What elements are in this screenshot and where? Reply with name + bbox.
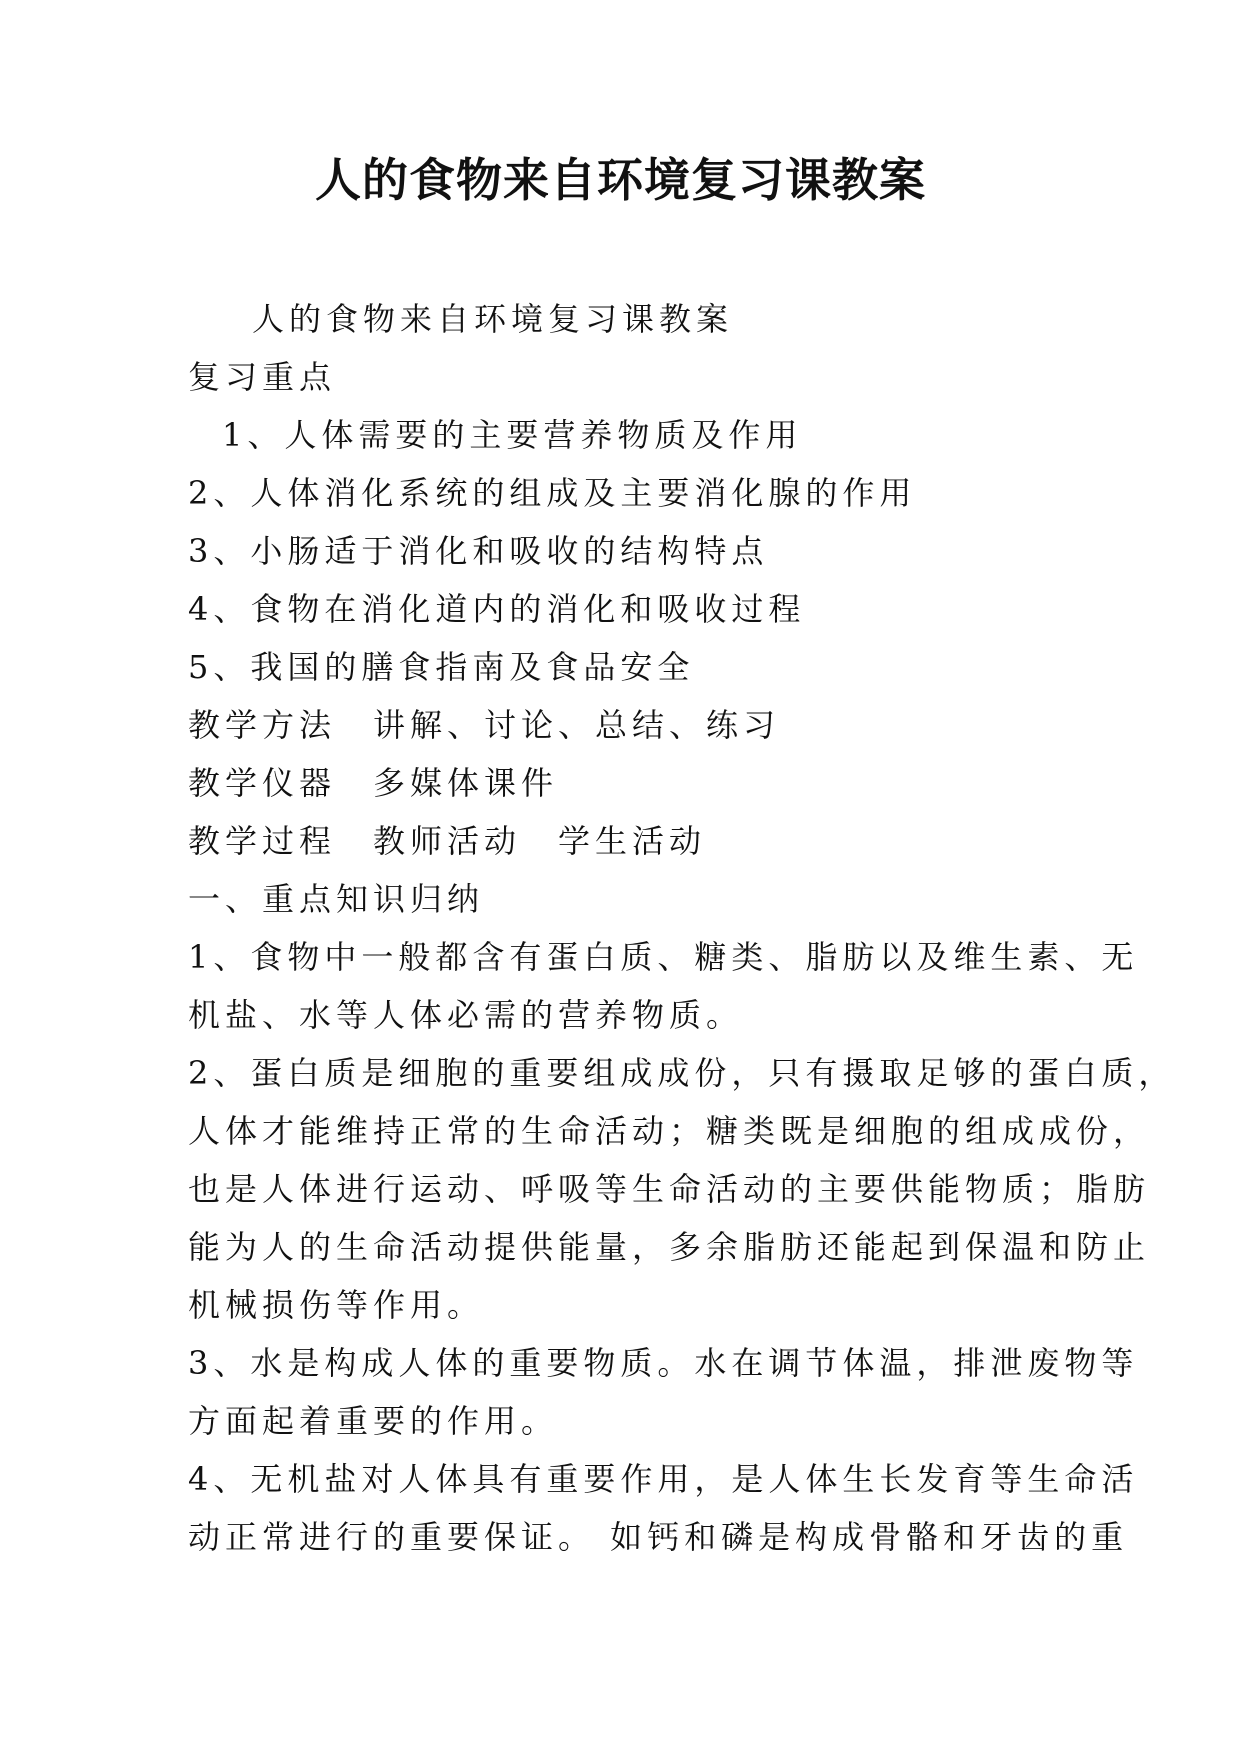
review-point-2: 2、人体消化系统的组成及主要消化腺的作用 — [188, 474, 917, 512]
section-heading-review-focus: 复习重点 — [188, 358, 337, 396]
paragraph-line: 动正常进行的重要保证。 如钙和磷是构成骨骼和牙齿的重 — [188, 1518, 1129, 1556]
paragraph-line: 人体才能维持正常的生命活动；糖类既是细胞的组成成份， — [188, 1112, 1151, 1150]
paragraph-line: 4、无机盐对人体具有重要作用，是人体生长发育等生命活 — [188, 1460, 1139, 1498]
teaching-method: 教学方法 讲解、讨论、总结、练习 — [188, 706, 781, 744]
paragraph-line: 2、蛋白质是细胞的重要组成成份，只有摄取足够的蛋白质， — [188, 1054, 1176, 1092]
review-point-1: 1、人体需要的主要营养物质及作用 — [222, 416, 803, 454]
review-point-5: 5、我国的膳食指南及食品安全 — [188, 648, 695, 686]
subtitle-line: 人的食物来自环境复习课教案 — [252, 300, 734, 338]
document-body — [188, 290, 1176, 1566]
document-title: 人的食物来自环境复习课教案 — [315, 153, 926, 207]
paragraph-line: 3、水是构成人体的重要物质。水在调节体温，排泄废物等 — [188, 1344, 1139, 1382]
paragraph-line: 方面起着重要的作用。 — [188, 1402, 559, 1440]
paragraph-line: 机盐、水等人体必需的营养物质。 — [188, 996, 744, 1034]
paragraph-line: 1、食物中一般都含有蛋白质、糖类、脂肪以及维生素、无 — [188, 938, 1139, 976]
teaching-process: 教学过程 教师活动 学生活动 — [188, 822, 707, 860]
paragraph-line: 也是人体进行运动、呼吸等生命活动的主要供能物质；脂肪 — [188, 1170, 1151, 1208]
paragraph-line: 能为人的生命活动提供能量，多余脂肪还能起到保温和防止 — [188, 1228, 1151, 1266]
paragraph-line: 机械损伤等作用。 — [188, 1286, 485, 1324]
section-heading-key-knowledge: 一、重点知识归纳 — [188, 880, 485, 918]
review-point-3: 3、小肠适于消化和吸收的结构特点 — [188, 532, 769, 570]
review-point-4: 4、食物在消化道内的消化和吸收过程 — [188, 590, 806, 628]
teaching-equipment: 教学仪器 多媒体课件 — [188, 764, 559, 802]
